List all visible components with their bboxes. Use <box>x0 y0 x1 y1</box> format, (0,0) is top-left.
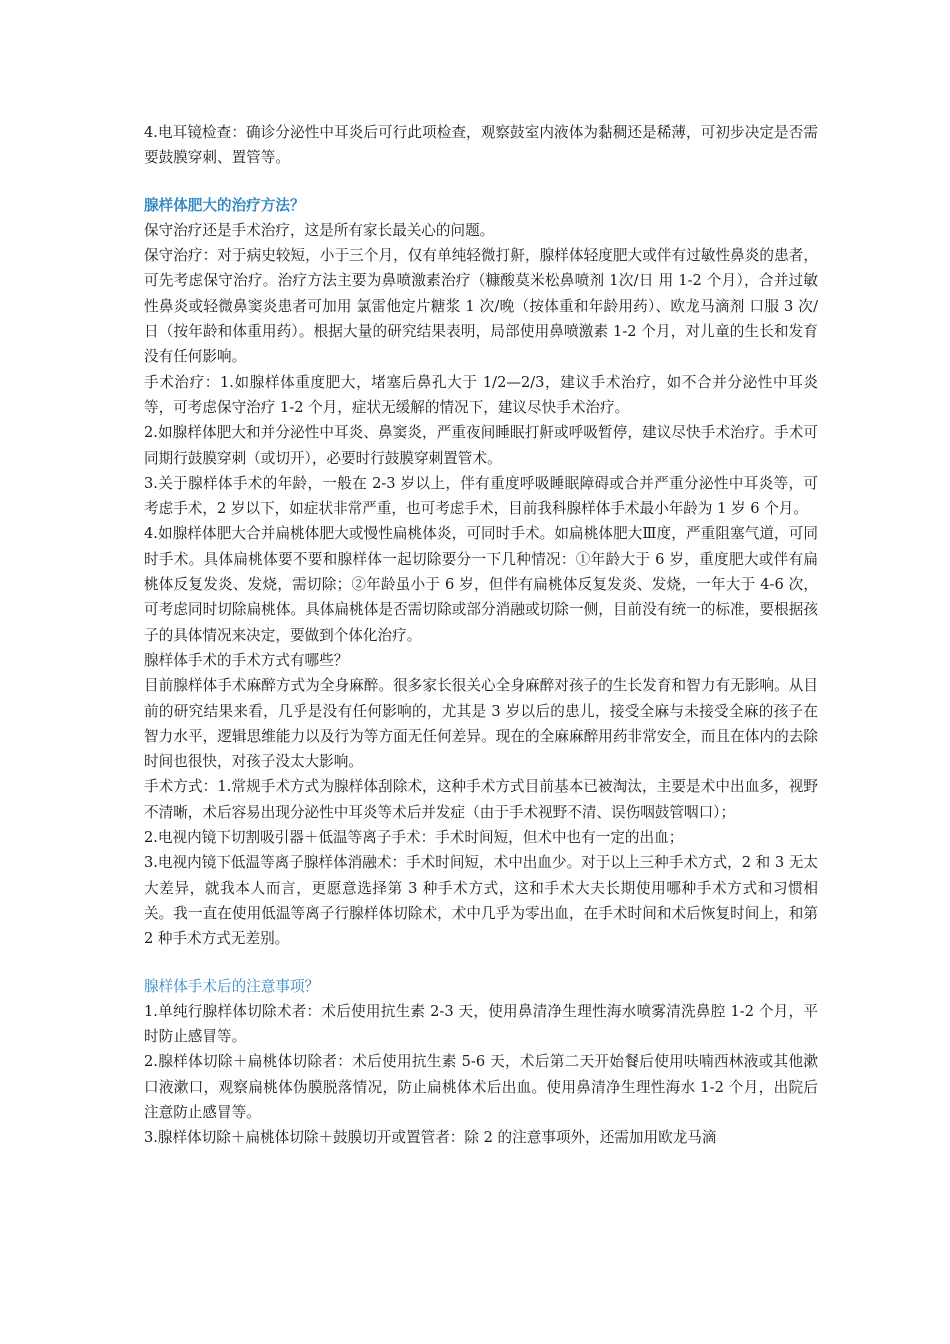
paragraph: 保守治疗还是手术治疗，这是所有家长最关心的问题。 <box>144 221 495 239</box>
subheading-surgery-methods: 腺样体手术的手术方式有哪些？ <box>144 651 349 669</box>
paragraph: 3.关于腺样体手术的年龄，一般在 2-3 岁以上，伴有重度呼吸睡眠障碍或合并严重分泌性中耳炎等，可考虑手术，2 岁以下，如症状非常严重，也可考虑手术，目前我科腺样体手术最小年龄为 1 岁 6 个月。 <box>144 474 818 518</box>
paragraph: 2.腺样体切除＋扁桃体切除者：术后使用抗生素 5-6 天，术后第二天开始餐后使用呋喃西林液或其他漱口液漱口，观察扁桃体伪膜脱落情况，防止扁桃体术后出血。使用鼻清净生理性海水 1-2 个月，出院后注意防止感冒等。 <box>144 1053 818 1121</box>
paragraph: 2.电视内镜下切割吸引器＋低温等离子手术：手术时间短，但术中也有一定的出血； <box>144 829 684 847</box>
spacer <box>144 171 818 193</box>
paragraph: 手术方式：1.常规手术方式为腺样体刮除术，这种手术方式目前基本已被淘汰，主要是术中出血多，视野不清晰，术后容易出现分泌性中耳炎等术后并发症（由于手术视野不清、误伤咽鼓管咽口）； <box>144 778 818 821</box>
paragraph: 4.如腺样体肥大合并扁桃体肥大或慢性扁桃体炎，可同时手术。如扁桃体肥大Ⅲ度，严重阻塞气道，可同时手术。具体扁桃体要不要和腺样体一起切除要分一下几种情况：①年龄大于 6 岁，重度肥大或伴有扁桃体反复发炎、发烧，需切除；②年龄虽小于 6 岁，但伴有扁桃体反复发炎、发烧，一年大于 4-6 次，可考虑同时切除扁桃体。具体扁桃体是否需切除或部分消融或切除一侧，目前没有统一的标准，要根据孩子的具体情况来决定，要做到个体化治疗。 <box>144 525 818 644</box>
paragraph: 手术治疗：1.如腺样体重度肥大，堵塞后鼻孔大于 1/2—2/3，建议手术治疗，如不合并分泌性中耳炎等，可考虑保守治疗 1-2 个月，症状无缓解的情况下，建议尽快手术治疗。 <box>144 373 818 416</box>
paragraph: 2.如腺样体肥大和并分泌性中耳炎、鼻窦炎，严重夜间睡眠打鼾或呼吸暂停，建议尽快手术治疗。手术可同期行鼓膜穿刺（或切开），必要时行鼓膜穿刺置管术。 <box>144 424 818 467</box>
heading-aftercare: 腺样体手术后的注意事项？ <box>144 977 320 995</box>
heading-treatment: 腺样体肥大的治疗方法？ <box>144 196 305 214</box>
paragraph: 保守治疗：对于病史较短，小于三个月，仅有单纯轻微打鼾，腺样体轻度肥大或伴有过敏性鼻炎的患者，可先考虑保守治疗。治疗方法主要为鼻喷激素治疗（糠酸莫米松鼻喷剂 1次/日 用 1-2 个月），合并过敏性鼻炎或轻微鼻窦炎患者可加用 氯雷他定片糖浆 1 次/晚（按体重和年龄用药）、欧龙马滴剂 口服 3 次/日（按年龄和体重用药）。根据大量的研究结果表明，局部使用鼻喷激素 1-2 个月，对儿童的生长和发育没有任何影响。 <box>144 247 818 366</box>
paragraph-otoscope: 4.电耳镜检查：确诊分泌性中耳炎后可行此项检查，观察鼓室内液体为黏稠还是稀薄，可初步决定是否需要鼓膜穿刺、置管等。 <box>144 124 818 167</box>
paragraph: 3.腺样体切除＋扁桃体切除＋鼓膜切开或置管者：除 2 的注意事项外，还需加用欧龙马滴 <box>144 1129 717 1147</box>
spacer <box>144 952 818 974</box>
paragraph: 3.电视内镜下低温等离子腺样体消融术：手术时间短，术中出血少。对于以上三种手术方式，2 和 3 无太大差异，就我本人而言，更愿意选择第 3 种手术方式，这和手术大夫长期使用哪种手术方式和习惯相关。我一直在使用低温等离子行腺样体切除术，术中几乎为零出血，在手术时间和术后恢复时间上，和第 2 种手术方式无差别。 <box>144 854 818 948</box>
paragraph: 目前腺样体手术麻醉方式为全身麻醉。很多家长很关心全身麻醉对孩子的生长发育和智力有无影响。从目前的研究结果来看，几乎是没有任何影响的，尤其是 3 岁以后的患儿，接受全麻与未接受全麻的孩子在智力水平，逻辑思维能力以及行为等方面无任何差异。现在的全麻麻醉用药非常安全，而且在体内的去除时间也很快，对孩子没太大影响。 <box>144 677 818 771</box>
paragraph: 1.单纯行腺样体切除术者：术后使用抗生素 2-3 天，使用鼻清净生理性海水喷雾清洗鼻腔 1-2 个月，平时防止感冒等。 <box>144 1002 818 1046</box>
